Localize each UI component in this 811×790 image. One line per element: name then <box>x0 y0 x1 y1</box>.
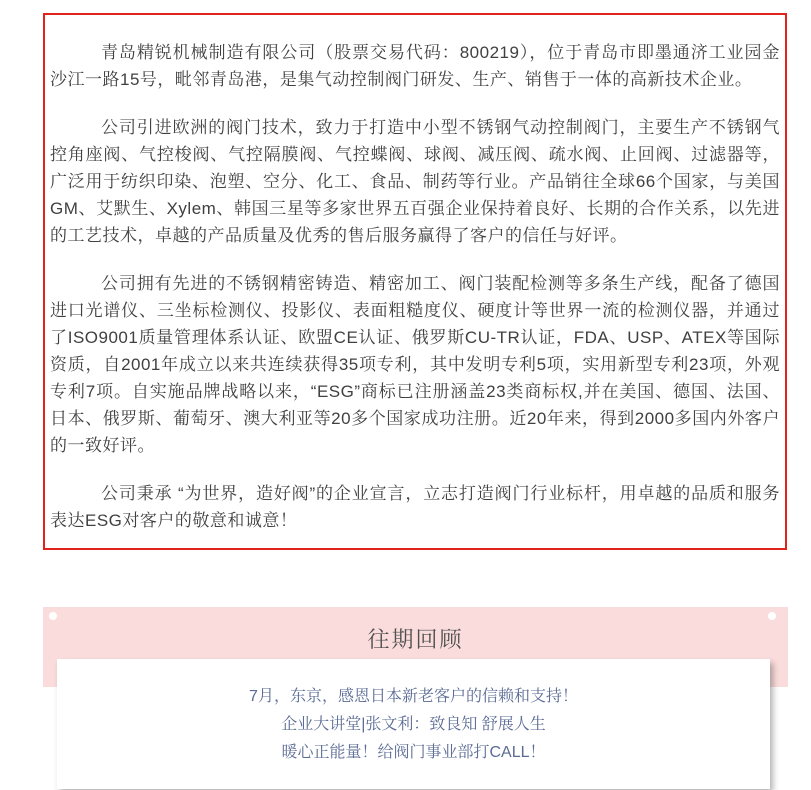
past-review-title: 往期回顾 <box>367 627 464 652</box>
intro-paragraph-3: 公司拥有先进的不锈钢精密铸造、精密加工、阀门装配检测等多条生产线，配备了德国进口光谱仪、三坐标检测仪、投影仪、表面粗糙度仪、硬度计等世界一流的检测仪器，并通过了ISO9001质量管理体系认证、欧盟CE认证、俄罗斯CU-TR认证，FDA、USP、ATEX等国际资质，自2001年成立以来共连续获得35项专利，其中发明专利5项，实用新型专利23项，外观专利7项。自实施品牌战略以来，“ESG”商标已注册涵盖23类商标权,并在美国、德国、法国、日本、俄罗斯、葡萄牙、澳大利亚等20多个国家成功注册。近20年来，得到2000多国内外客户的一致好评。 <box>50 274 780 455</box>
past-article-link-1[interactable]: 7月，东京，感恩日本新老客户的信赖和支持！ <box>249 688 578 705</box>
past-review-section <box>0 607 811 789</box>
intro-paragraph-1: 青岛精锐机械制造有限公司（股票交易代码：800219），位于青岛市即墨通济工业园金沙江一路15号，毗邻青岛港，是集气动控制阀门研发、生产、销售于一体的高新技术企业。 <box>50 43 780 89</box>
intro-paragraph-4: 公司秉承 “为世界，造好阀”的企业宣言，立志打造阀门行业标杆，用卓越的品质和服务表达ESG对客户的敬意和诚意！ <box>50 484 780 530</box>
past-articles-card <box>57 659 770 789</box>
decor-dot-left-icon <box>49 612 57 620</box>
past-article-link-2[interactable]: 企业大讲堂|张文利：致良知 舒展人生 <box>281 716 546 733</box>
decor-dot-right-icon <box>768 612 776 620</box>
past-article-link-3[interactable]: 暖心正能量！给阀门事业部打CALL！ <box>281 744 546 761</box>
intro-paragraph-2: 公司引进欧洲的阀门技术，致力于打造中小型不锈钢气动控制阀门，主要生产不锈钢气控角座阀、气控梭阀、气控隔膜阀、气控蝶阀、球阀、减压阀、疏水阀、止回阀、过滤器等，广泛用于纺织印染、泡塑、空分、化工、食品、制药等行业。产品销往全球66个国家，与美国GM、艾默生、Xylem、韩国三星等多家世界五百强企业保持着良好、长期的合作关系，以先进的工艺技术，卓越的产品质量及优秀的售后服务赢得了客户的信任与好评。 <box>50 118 780 245</box>
company-intro-box <box>43 13 787 550</box>
